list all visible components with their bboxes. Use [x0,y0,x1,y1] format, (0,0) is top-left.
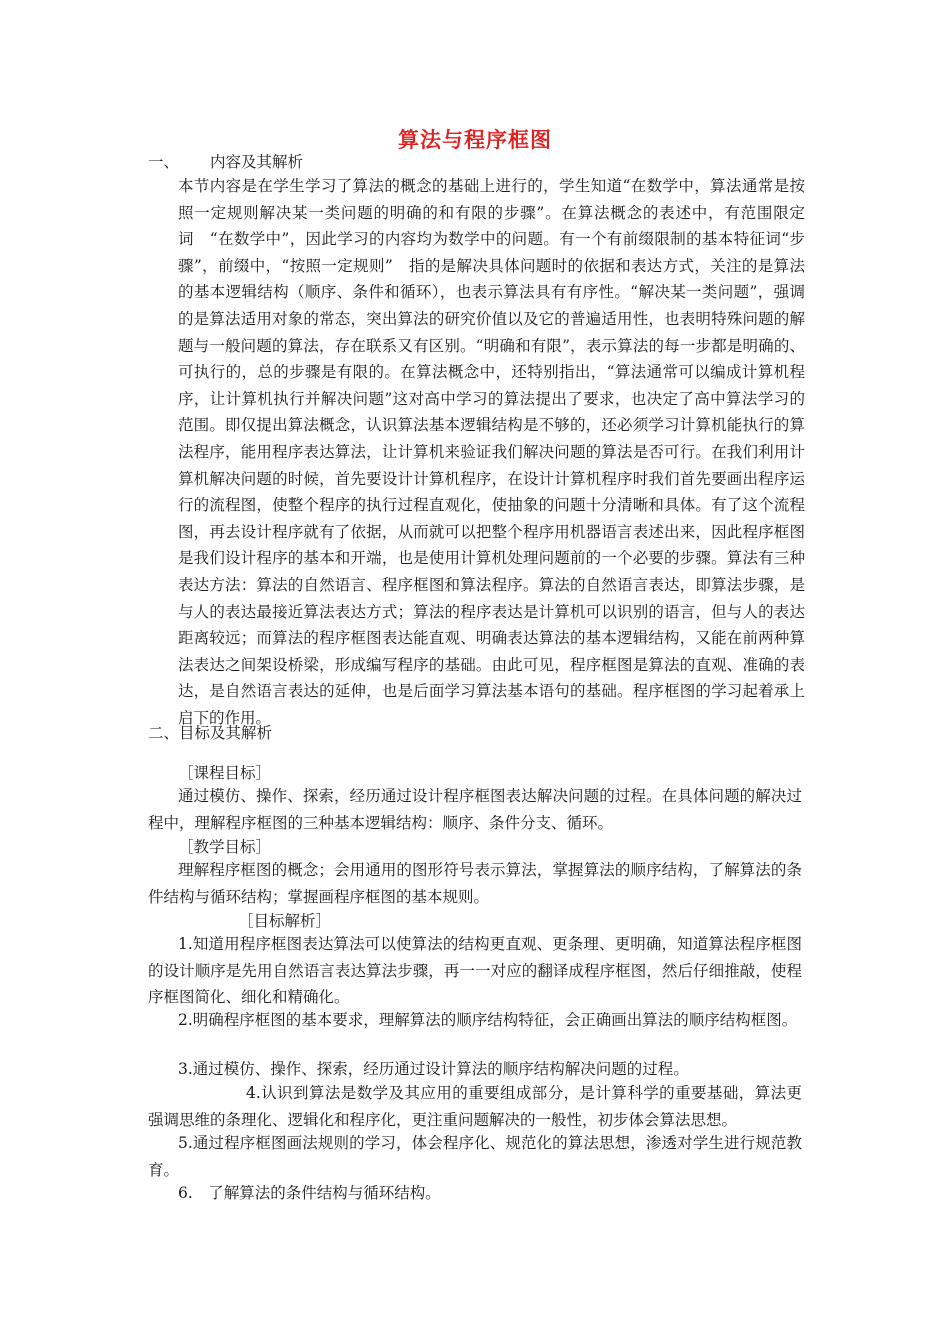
section-1-title: 内容及其解析 [210,153,304,171]
course-goal-text: 通过模仿、操作、探索，经历通过设计程序框图表达解决问题的过程。在具体问题的解决过程中，理解程序框图的三种基本逻辑结构：顺序、条件分支、循环。 [148,787,802,832]
analysis-item-5: 5.通过程序框图画法规则的学习，体会程序化、规范化的算法思想，渗透对学生进行规范教育。 [148,1134,802,1179]
analysis-item-1: 1.知道用程序框图表达算法可以使算法的结构更直观、更条理、更明确，知道算法程序框图的设计顺序是先用自然语言表达算法步骤，再一一对应的翻译成程序框图，然后仔细推敲，使程序框图简化、细化和精确化。 [148,935,802,1007]
section-1-body: 本节内容是在学生学习了算法的概念的基础上进行的，学生知道“在数学中，算法通常是按照一定规则解决某一类问题的明确的和有限的步骤”。在算法概念的表述中，有范围限定词 “在数学中”，因此学习的内容均为数学中的问题。有一个有前缀限制的基本特征词“步骤”，前缀中，“按照一定规则” 指的是解决具体问题时的依据和表达方式，关注的是算法的基本逻辑结构（顺序、条件和循环），也表示算法具有有序性。“解决某一类问题”，强调的是算法适用对象的常态，突出算法的研究价值以及它的普遍适用性，也表明特殊问题的解题与一般问题的算法，存在联系又有区别。“明确和有限”，表示算法的每一步都是明确的、可执行的，总的步骤是有限的。在算法概念中，还特别指出，“算法通常可以编成计算机程序，让计算机执行并解决问题”这对高中学习的算法提出了要求，也决定了高中算法学习的范围。即仅提出算法概念，认识算法基本逻辑结构是不够的，还必须学习计算机能执行的算法程序，能用程序表达算法，让计算机来验证我们解决问题的算法是否可行。在我们利用计算机解决问题的时候，首先要设计计算机程序，在设计计算机程序时我们首先要画出程序运行的流程图，使整个程序的执行过程直观化，使抽象的问题十分清晰和具体。有了这个流程图，再去设计程序就有了依据，从而就可以把整个程序用机器语言表述出来，因此程序框图是我们设计程序的基本和开端，也是使用计算机处理问题前的一个必要的步骤。算法有三种表达方法：算法的自然语言、程序框图和算法程序。算法的自然语言表达，即算法步骤，是与人的表达最接近算法表达方式；算法的程序表达是计算机可以识别的语言，但与人的表达距离较远；而算法的程序框图表达能直观、明确表达算法的基本逻辑结构，又能在前两种算法表达之间架设桥梁，形成编写程序的基础。由此可见，程序框图是算法的直观、准确的表达，是自然语言表达的延伸，也是后面学习算法基本语句的基础。程序框图的学习起着承上启下的作用。 [178,177,805,727]
section-1-number: 一、 [148,153,180,171]
course-goal-label: ［课程目标］ [178,764,272,782]
analysis-item-3: 3.通过模仿、操作、探索，经历通过设计算法的顺序结构解决问题的过程。 [178,1060,689,1078]
analysis-item-6: 6. 了解算法的条件结构与循环结构。 [178,1184,441,1202]
teaching-goal-text: 理解程序框图的概念；会用通用的图形符号表示算法，掌握算法的顺序结构，了解算法的条件结构与循环结构；掌握画程序框图的基本规则。 [148,861,802,906]
analysis-label: ［目标解析］ [238,912,332,930]
analysis-item-2: 2.明确程序框图的基本要求，理解算法的顺序结构特征，会正确画出算法的顺序结构框图。 [178,1011,798,1029]
section-1-heading [148,150,303,174]
analysis-item-4: 4.认识到算法是数学及其应用的重要组成部分，是计算科学的重要基础，算法更强调思维的条理化、逻辑化和程序化，更注重问题解决的一般性，初步体会算法思想。 [148,1084,802,1129]
document-title: 算法与程序框图 [398,127,552,152]
section-2-heading: 二、目标及其解析 [148,724,273,742]
teaching-goal-label: ［教学目标］ [178,838,272,856]
